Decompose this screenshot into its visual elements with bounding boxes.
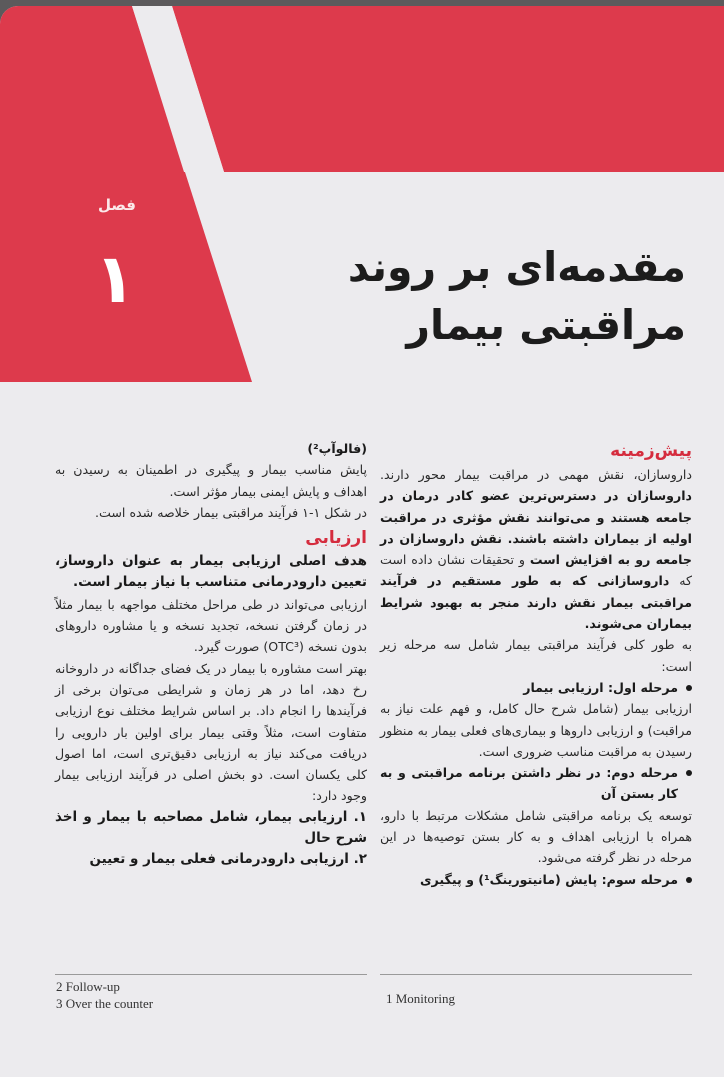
background-text-1: داروسازان، نقش مهمی در مراقبت بیمار محور دارند. (380, 467, 692, 482)
assessment-item-1: ۱. ارزیابی بیمار، شامل مصاحبه با بیمار و اخذ شرح حال (55, 808, 367, 847)
assessment-item-2: ۲. ارزیابی دارودرمانی فعلی بیمار و تعیین (89, 851, 367, 868)
book-page (0, 6, 724, 1077)
footnote-3: 3 Over the counter (56, 996, 154, 1011)
stage3-title: مرحله سوم: پایش (مانیتورینگ¹) و پیگیری (380, 869, 692, 890)
footnote-1: 1 Monitoring (386, 991, 455, 1006)
stage2-text: توسعه یک برنامه مراقبتی شامل مشکلات مرتبط با دارو، همراه با ارزیابی اهداف و به کار بستن توصیه‌ها در این مرحله در نظر گرفته می‌شود. (380, 807, 692, 866)
assessment-paragraph-1: ارزیابی می‌تواند در طی مراحل مختلف مواجهه با بیمار مثلاً در زمان گرفتن نسخه، تجدید نسخه و یا مشاوره داروهای بدون نسخه (OTC³) صورت گیرد. (55, 596, 367, 655)
background-text-2: و تحقیقات نشان داده است که (380, 552, 692, 589)
assessment-paragraph-2: بهتر است مشاوره با بیمار در یک فضای جداگانه در داروخانه رخ دهد، اما در هر زمان و شرایطی می‌توان برخی از فرآیندها را انجام داد. بر اساس شرایط مختلف نوع ارزیابی متفاوت است، مثلاً وقتی بیمار برای اولین بار دارویی را دریافت می‌کند نیاز به ارزیابی دقیق‌تری است، اما اصول کلی یکسان است. دو بخش اصلی در فرآیند ارزیابی بیمار وجود دارد: (55, 660, 367, 804)
footnote-rule-left (55, 974, 367, 975)
background-bold-2: داروسازانی که به طور مستقیم در فرآیند مراقبتی بیمار نقش دارند منجر به بهبود شرایط بیماران می‌شوند. (380, 573, 692, 632)
figure-reference: در شکل ۱-۱ فرآیند مراقبتی بیمار خلاصه شده است. (95, 504, 367, 520)
footnotes-left (56, 978, 153, 1012)
followup-text: پایش مناسب بیمار و پیگیری در اطمینان به رسیدن به اهداف و پایش ایمنی بیمار مؤثر است. (55, 462, 367, 499)
chapter-title (326, 238, 686, 354)
assessment-goal: هدف اصلی ارزیابی بیمار به عنوان داروساز، تعیین دارودرمانی متناسب با نیاز بیمار است. (55, 553, 367, 591)
right-column (380, 438, 692, 890)
stage2-title: مرحله دوم: در نظر داشتن برنامه مراقبتی و به کار بستن آن (380, 762, 692, 805)
chapter-title-line2: مراقبتی بیمار (406, 301, 686, 349)
left-column (55, 438, 367, 871)
footnote-rule-right (380, 974, 692, 975)
footnotes-right (386, 990, 455, 1007)
background-paragraph (380, 464, 692, 634)
section-heading-background: پیش‌زمینه (610, 441, 692, 461)
footnote-2: 2 Follow-up (56, 979, 120, 994)
stage1-text: ارزیابی بیمار (شامل شرح حال کامل، و فهم علت نیاز به مراقبت) و ارزیابی داروها و بیماری‌های فعلی بیمار به منظور رسیدن به مراقبت مناسب ضروری است. (380, 701, 692, 759)
background-bold-1: داروسازان در دسترس‌ترین عضو کادر درمان در جامعه هستند و می‌توانند نقش مؤثری در مراقبت اولیه از بیماران داشته باشند. نقش داروسازان در جامعه رو به افزایش است (380, 488, 692, 568)
section-heading-assessment: ارزیابی (305, 528, 367, 549)
chapter-label: فصل (98, 196, 136, 214)
chapter-number: ۱ (94, 240, 136, 319)
followup-title: (فالوآپ²) (307, 441, 367, 456)
stages-intro: به طور کلی فرآیند مراقبتی بیمار شامل سه مرحله زیر است: (380, 637, 692, 674)
chapter-title-line1: مقدمه‌ای بر روند (347, 243, 686, 291)
stage1-title: مرحله اول: ارزیابی بیمار (380, 677, 692, 698)
